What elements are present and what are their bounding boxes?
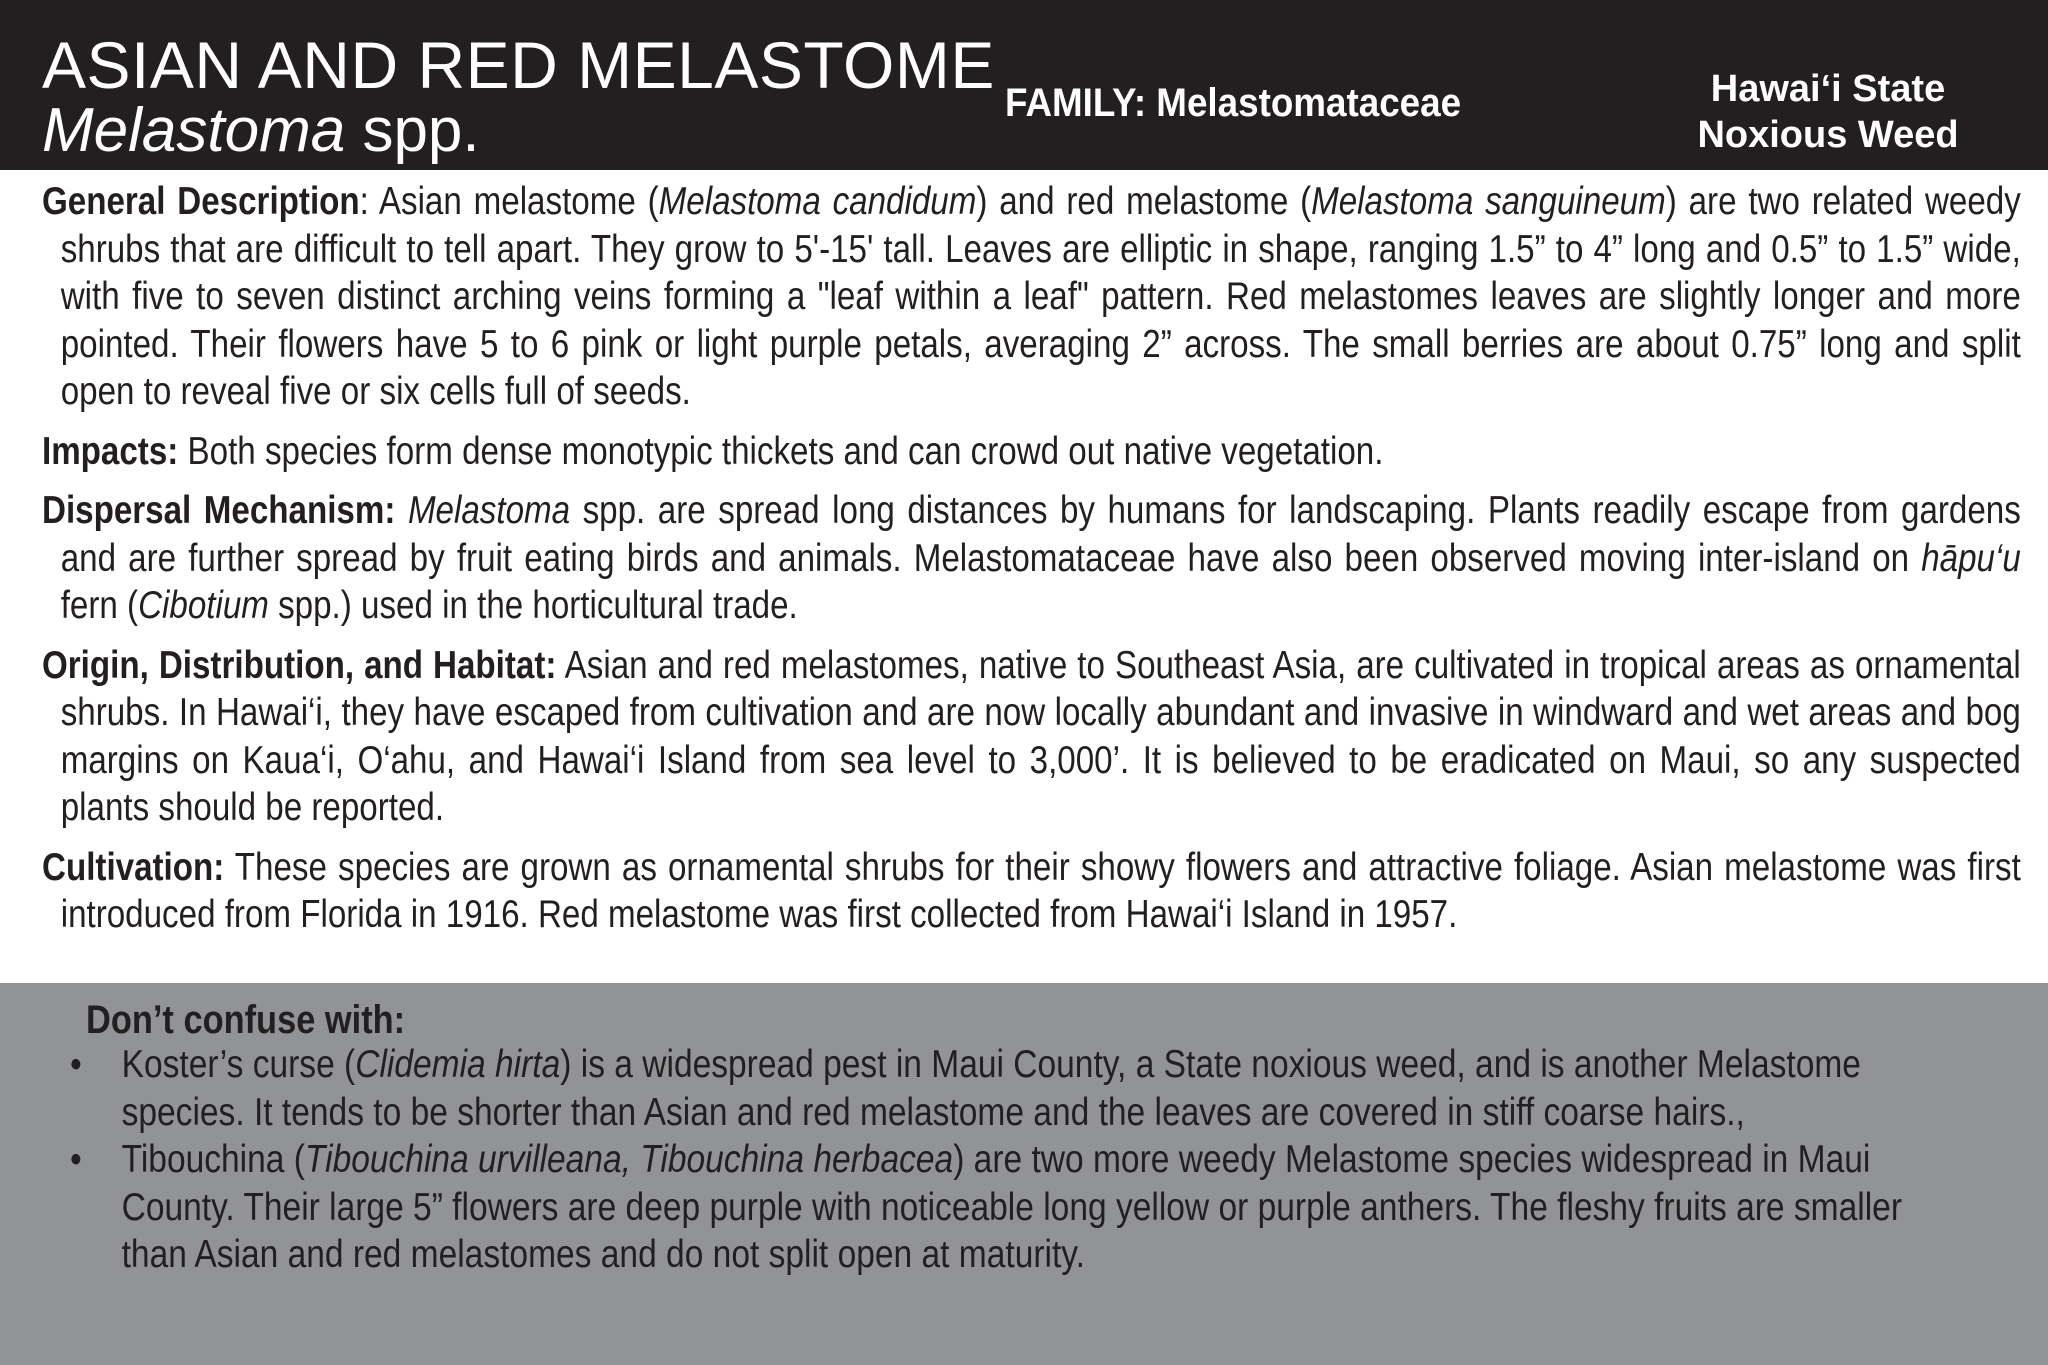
text-run: Asian and red melastomes, native to Southeast Asia, are cultivated in tropical areas as ornamental shrubs. In Hawai‘i, they have escaped from cultivation and are now locally abundant and invasive in windward and wet areas and bog margins on Kaua‘i, O‘ahu, and Hawai‘i Island from sea level to 3,000’. It is believed to be eradicated on Maui, so any suspected plants should be reported. [60,643,2021,829]
origin-label: Origin, Distribution, and Habitat: [42,643,557,687]
text-run: Koster’s curse ( [121,1043,356,1086]
species-name: Cibotium [138,584,269,627]
species-name: Tibouchina urvilleana, Tibouchina herbacea [304,1138,954,1181]
scientific-genus: Melastoma [42,96,346,165]
bullet-icon: • [70,1043,82,1086]
list-item [70,1136,1971,1279]
species-name: Melastoma candidum [658,180,977,223]
text-run: ) are two more weedy Melastome species widespread in Maui County. Their large 5” flowers are deep purple with noticeable long yellow or purple anthers. The fleshy fruits are smaller than Asian and red melastomes and do not split open at maturity. [121,1138,1902,1276]
dispersal-label: Dispersal Mechanism: [42,489,396,532]
general-description-label: General Description [42,180,360,223]
cultivation [42,844,2021,939]
status-line-2: Noxious Weed [1697,114,1959,156]
cultivation-label: Cultivation: [42,845,225,889]
bullet-icon: • [70,1138,82,1181]
species-name: hāpu‘u [1921,536,2021,580]
text-run: fern ( [60,584,139,627]
dont-confuse-box [0,983,2048,1365]
species-name: Clidemia hirta [355,1043,561,1086]
text-run: ) is a widespread pest in Maui County, a State noxious weed, and is another Melastome species. It tends to be shorter than Asian and red melastome and the leaves are covered in stiff coarse hairs., [121,1043,1861,1134]
text-run [395,489,408,532]
dispersal-mechanism [42,487,2021,630]
origin-distribution-habitat [42,642,2021,832]
list-item [70,1041,1971,1136]
status-line-1: Hawai‘i State [1710,68,1946,110]
text-run: ) are two related weedy shrubs that are difficult to tell apart. They grow to 5'-15' tall. Leaves are elliptic in shape, ranging 1.5” to 4” long and 0.5” to 1.5” wide, with five to seven distinct arching veins forming a "leaf within a leaf" pattern. Red melastomes leaves are slightly longer and more pointed. Their flowers have 5 to 6 pink or light purple petals, averaging 2” across. The small berries are about 0.75” long and split open to reveal five or six cells full of seeds. [60,180,2021,413]
text-run: spp.) used in the horticultural trade. [268,584,798,627]
text-run: Both species form dense monotypic thickets and can crowd out native vegetation. [178,429,1384,473]
impacts [42,428,2021,476]
species-name: Melastoma [407,489,571,532]
text-run: ) and red melastome ( [976,180,1312,223]
header-bar [0,0,2048,170]
noxious-weed-status [1668,66,1988,158]
family-label: FAMILY: Melastomataceae [1005,81,1462,125]
confuse-list [70,1041,1950,1279]
text-run: : Asian melastome ( [359,180,659,223]
scientific-name [42,98,480,164]
species-name: Melastoma sanguineum [1311,180,1666,223]
general-description [42,178,2021,416]
text-run: These species are grown as ornamental shrubs for their showy flowers and attractive foliage. Asian melastome was first introduced from Florida in 1916. Red melastome was first collected from Hawai‘i Island in 1957. [60,845,2021,936]
text-run: spp. are spread long distances by humans for landscaping. Plants readily escape from gardens and are further spread by fruit eating birds and animals. Melastomataceae have also been observed moving inter-island on [60,489,2021,580]
description-content [42,178,2021,951]
impacts-label: Impacts: [42,429,179,473]
scientific-suffix: spp. [345,96,480,165]
dont-confuse-title: Don’t confuse with: [86,998,406,1042]
text-run: Tibouchina ( [121,1138,305,1181]
common-name-title: ASIAN AND RED MELASTOME [42,28,995,102]
